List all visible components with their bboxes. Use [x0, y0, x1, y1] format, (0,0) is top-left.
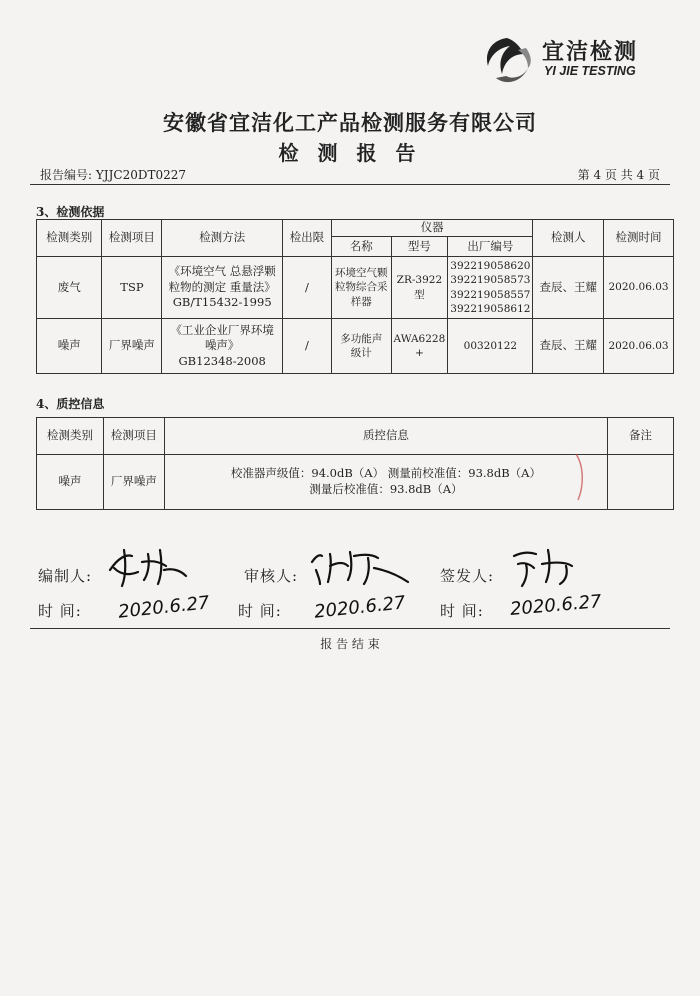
row2-tester: 查辰、王耀	[533, 319, 604, 374]
serial-line: 392219058573	[450, 274, 531, 287]
compiler-label: 编制人:	[38, 567, 93, 585]
qc-row-info	[164, 455, 607, 510]
qc-row-category: 噪声	[37, 455, 104, 510]
header-item: 检测项目	[102, 220, 162, 257]
name-line: 环境空气颗	[334, 267, 388, 280]
row2-method	[162, 319, 283, 374]
row2-instrument-name	[331, 319, 391, 374]
report-number: 报告编号: YJJC20DT0227	[40, 168, 187, 182]
row2-serial: 00320122	[448, 319, 533, 374]
row1-model: ZR-3922型	[391, 257, 448, 319]
qc-row-note	[608, 455, 674, 510]
row1-item: TSP	[102, 257, 162, 319]
method-line: 粒物的测定 重量法》	[168, 279, 276, 294]
method-line: 《环境空气 总悬浮颗	[168, 264, 276, 279]
reviewer-signature	[308, 540, 418, 590]
reviewer-time-label: 时 间:	[238, 602, 282, 620]
row1-serial	[448, 257, 533, 319]
row2-limit: /	[282, 319, 331, 374]
row2-category: 噪声	[37, 319, 102, 374]
compiler-date: 2020.6.27	[117, 592, 211, 623]
reviewer-label: 审核人:	[244, 567, 299, 585]
page-info: 第 4 页 共 4 页	[577, 168, 660, 182]
name-line: 粒物综合采	[334, 281, 388, 294]
section4-title: 4、质控信息	[36, 397, 105, 411]
name-line: 样器	[350, 295, 372, 308]
issuer-signature	[508, 540, 598, 590]
method-line: 《工业企业厂界环境	[170, 322, 274, 337]
header-divider	[30, 184, 670, 185]
qc-header-note: 备注	[608, 418, 674, 455]
qc-header-item: 检测项目	[103, 418, 164, 455]
header-serial: 出厂编号	[448, 237, 533, 257]
header-category: 检测类别	[37, 220, 102, 257]
row1-limit: /	[282, 257, 331, 319]
model-line: +	[415, 347, 424, 359]
row1-instrument-name	[331, 257, 391, 319]
serial-line: 392219058612	[450, 302, 531, 315]
row1-method	[162, 257, 283, 319]
report-title: 检 测 报 告	[278, 141, 422, 165]
logo-en-text: YI JIE TESTING	[544, 64, 636, 78]
company-name: 安徽省宜洁化工产品检测服务有限公司	[163, 110, 537, 135]
issuer-label: 签发人:	[440, 567, 495, 585]
logo-cn-text: 宜洁检测	[542, 40, 639, 65]
section3-title: 3、检测依据	[36, 205, 105, 219]
header-name: 名称	[331, 237, 391, 257]
issuer-time-label: 时 间:	[440, 602, 484, 620]
table-row	[37, 319, 674, 374]
row1-category: 废气	[37, 257, 102, 319]
header-instrument: 仪器	[331, 220, 533, 237]
footer-divider	[30, 628, 670, 629]
header-method: 检测方法	[162, 220, 283, 257]
row2-time: 2020.06.03	[604, 319, 674, 374]
issuer-date: 2020.6.27	[509, 591, 603, 620]
compiler-time-label: 时 间:	[38, 602, 82, 620]
serial-line: 392219058557	[450, 288, 531, 301]
method-line: 噪声》	[204, 338, 240, 353]
compiler-signature	[104, 540, 194, 590]
row2-item: 厂界噪声	[102, 319, 162, 374]
name-line: 级计	[350, 347, 372, 359]
basis-table	[36, 219, 674, 374]
header-limit: 检出限	[282, 220, 331, 257]
qc-info-line: 校准器声级值：94.0dB（A） 测量前校准值：93.8dB（A）	[230, 466, 541, 481]
logo-swirl-icon	[480, 34, 534, 88]
method-line: GB12348-2008	[178, 353, 266, 368]
row1-time: 2020.06.03	[604, 257, 674, 319]
name-line: 多功能声	[340, 332, 383, 345]
method-line: GB/T15432-1995	[172, 295, 272, 310]
row2-model	[391, 319, 448, 374]
header-time: 检测时间	[604, 220, 674, 257]
reviewer-date: 2020.6.27	[313, 592, 407, 623]
header-model: 型号	[391, 237, 448, 257]
serial-line: 392219058620	[450, 260, 531, 273]
qc-header-info: 质控信息	[164, 418, 607, 455]
qc-row-item: 厂界噪声	[103, 455, 164, 510]
company-logo	[478, 32, 678, 92]
qc-info-line: 测量后校准值：93.8dB（A）	[309, 482, 463, 496]
red-mark-icon	[572, 452, 592, 502]
header-tester: 检测人	[533, 220, 604, 257]
model-line: AWA6228	[393, 332, 446, 345]
row1-tester: 查辰、王耀	[533, 257, 604, 319]
table-row	[37, 257, 674, 319]
qc-header-category: 检测类别	[37, 418, 104, 455]
report-end-text: 报 告 结 束	[320, 637, 380, 651]
